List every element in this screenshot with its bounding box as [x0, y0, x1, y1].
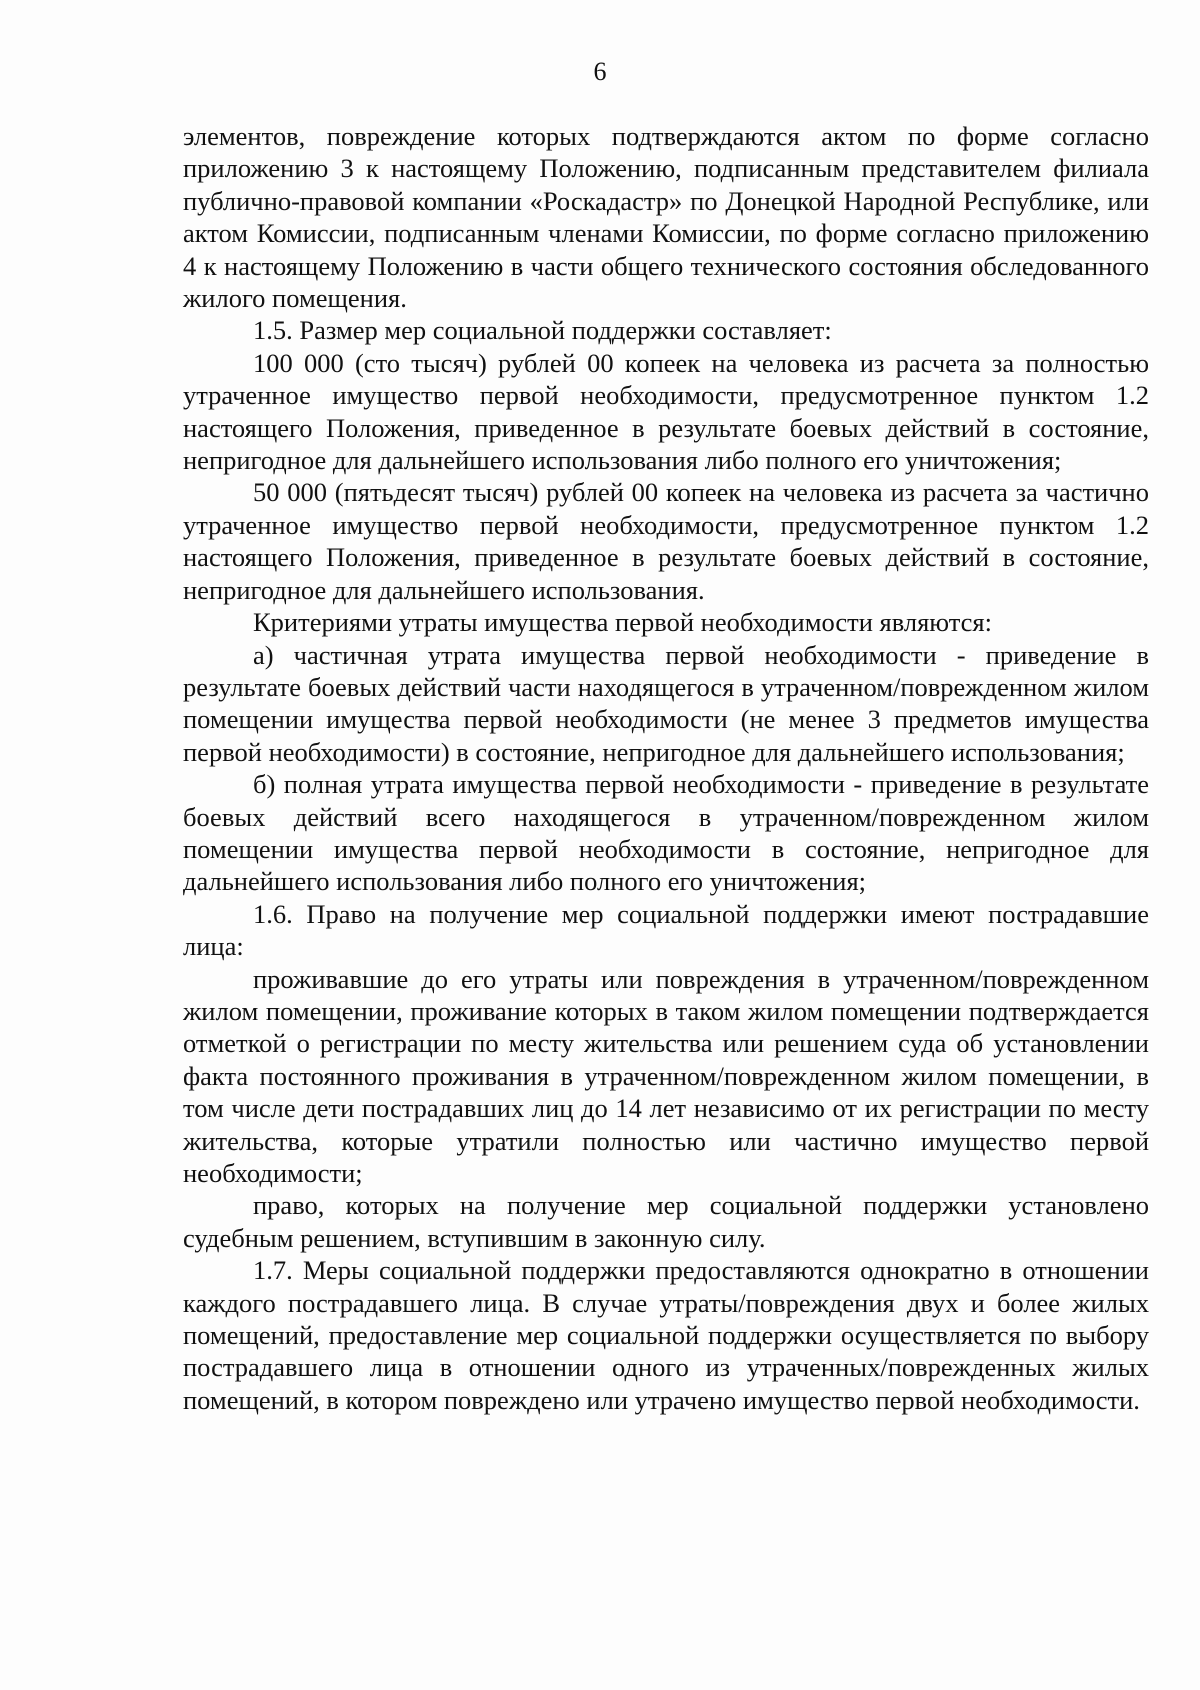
paragraph-damage-act: элементов, повреждение которых подтверждаются актом по форме согласно приложению 3 к настоящему Положению, подписанным представителем филиала публично-правовой компании «Роскадастр» по Донецкой Народной Республике, или актом Комиссии, подписанным членами Комиссии, по форме согласно приложению 4 к настоящему Положению в части общего технического состояния обследованного жилого помещения.	[183, 121, 1149, 314]
paragraph-1-7-one-time: 1.7. Меры социальной поддержки предоставляются однократно в отношении каждого пострадавшего лица. В случае утраты/повреждения двух и более жилых помещений, предоставление мер социальной поддержки осуществляется по выбору пострадавшего лица в отношении одного из утраченных/поврежденных жилых помещений, в котором повреждено или утрачено имущество первой необходимости.	[183, 1255, 1149, 1415]
paragraph-partial-loss-amount: 50 000 (пятьдесят тысяч) рублей 00 копеек на человека из расчета за частично утраченное имущество первой необходимости, предусмотренное пунктом 1.2 настоящего Положения, приведенное в результате боевых действий в состояние, непригодное для дальнейшего использования.	[183, 477, 1149, 605]
page-number: 6	[593, 57, 607, 86]
paragraph-eligibility-residents: проживавшие до его утраты или повреждения в утраченном/поврежденном жилом помещении, проживание которых в таком жилом помещении подтверждается отметкой о регистрации по месту жительства или решением суда об установлении факта постоянного проживания в утраченном/поврежденном жилом помещении, в том числе дети пострадавших лиц до 14 лет независимо от их регистрации по месту жительства, которые утратили полностью или частично имущество первой необходимости;	[183, 963, 1149, 1188]
paragraph-criteria-b: б) полная утрата имущества первой необходимости - приведение в результате боевых действий всего находящегося в утраченном/поврежденном жилом помещении имущества первой необходимости в состояние, непригодное для дальнейшего использования либо полного его уничтожения;	[183, 769, 1149, 897]
paragraph-criteria-a: а) частичная утрата имущества первой необходимости - приведение в результате боевых действий части находящегося в утраченном/поврежденном жилом помещении имущества первой необходимости (не менее 3 предметов имущества первой необходимости) в состояние, непригодное для дальнейшего использования;	[183, 639, 1149, 767]
paragraph-full-loss-amount: 100 000 (сто тысяч) рублей 00 копеек на человека из расчета за полностью утраченное имущество первой необходимости, предусмотренное пунктом 1.2 настоящего Положения, приведенное в результате боевых действий в состояние, непригодное для дальнейшего использования либо полного его уничтожения;	[183, 347, 1149, 476]
paragraph-1-5-heading: 1.5. Размер мер социальной поддержки составляет:	[253, 315, 832, 346]
document-body	[183, 120, 1149, 1416]
paragraph-loss-criteria: Критериями утраты имущества первой необходимости являются:	[253, 607, 992, 638]
paragraph-1-6-eligibility: 1.6. Право на получение мер социальной поддержки имеют пострадавшие лица:	[183, 898, 1149, 962]
paragraph-eligibility-court: право, которых на получение мер социальной поддержки установлено судебным решением, вступившим в законную силу.	[183, 1190, 1149, 1253]
